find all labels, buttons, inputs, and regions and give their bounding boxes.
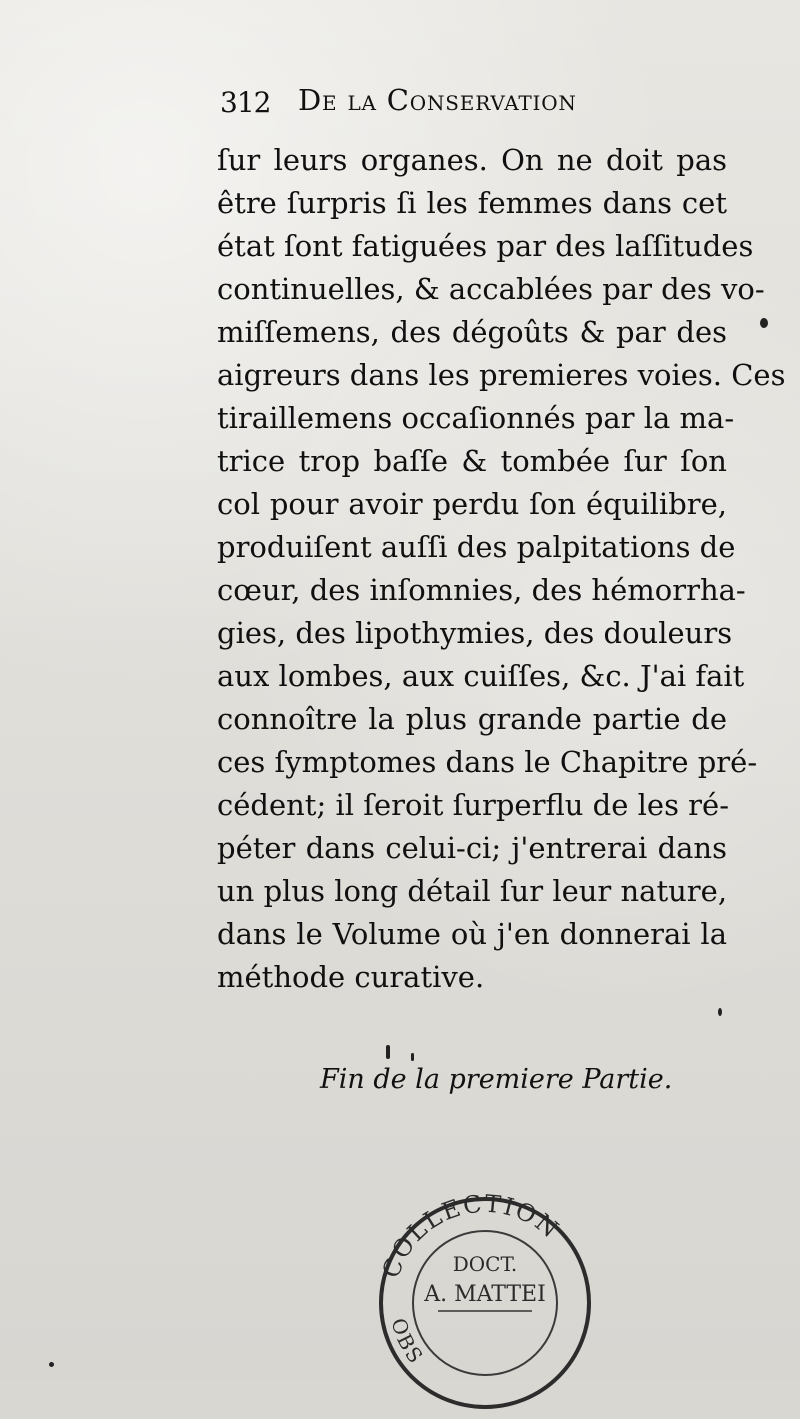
ink-speck: [386, 1045, 390, 1059]
stamp-line-1: DOCT.: [452, 1252, 518, 1276]
text-line: gies, des lipothymies, des douleurs: [217, 616, 733, 650]
text-line: produiſent auſſi des palpitations de: [217, 530, 736, 564]
library-stamp: [360, 1185, 610, 1415]
page-number: 312: [220, 86, 271, 119]
text-line: dans le Volume où j'en donnerai la: [217, 917, 727, 951]
text-line: connoître la plus grande partie de: [217, 702, 727, 736]
part-ending: Fin de la premiere Partie.: [320, 1064, 673, 1095]
ink-speck: [49, 1362, 54, 1367]
running-title: De la Conservation: [298, 83, 577, 117]
ink-speck: [760, 318, 768, 328]
text-line: un plus long détail ſur leur nature,: [217, 874, 728, 908]
main-text: [217, 138, 786, 998]
text-line: ſur leurs organes. On ne doit pas: [217, 143, 727, 177]
text-line: ces ſymptomes dans le Chapitre pré-: [217, 745, 758, 779]
text-line: péter dans celui-ci; j'entrerai dans: [217, 831, 727, 865]
text-line: état ſont fatiguées par des laſſitudes: [217, 229, 754, 263]
text-line: cœur, des inſomnies, des hémorrha-: [217, 573, 746, 607]
text-line: tiraillemens occaſionnés par la ma-: [217, 401, 735, 435]
page-header: [220, 82, 650, 132]
text-line: continuelles, & accablées par des vo-: [217, 272, 765, 306]
stamp-arc-top: COLLECTION: [376, 1189, 566, 1282]
text-line: trice trop baſſe & tombée ſur ſon: [217, 444, 727, 478]
text-line: col pour avoir perdu ſon équilibre,: [217, 487, 727, 521]
text-line: aigreurs dans les premieres voies. Ces: [217, 358, 786, 392]
ink-speck: [718, 1008, 722, 1016]
text-line: méthode curative.: [217, 960, 485, 994]
svg-text:OBS: [386, 1315, 428, 1369]
text-line: miſſemens, des dégoûts & par des: [217, 315, 727, 349]
stamp-line-2: A. MATTEI: [424, 1282, 546, 1307]
text-line: aux lombes, aux cuiſſes, &c. J'ai fait: [217, 659, 745, 693]
text-line: être ſurpris ſi les femmes dans cet: [217, 186, 727, 220]
ink-speck: [411, 1053, 414, 1061]
text-line: cédent; il ſeroit ſurperflu de les ré-: [217, 788, 729, 822]
stamp-arc-bottom: OBS: [386, 1315, 429, 1370]
